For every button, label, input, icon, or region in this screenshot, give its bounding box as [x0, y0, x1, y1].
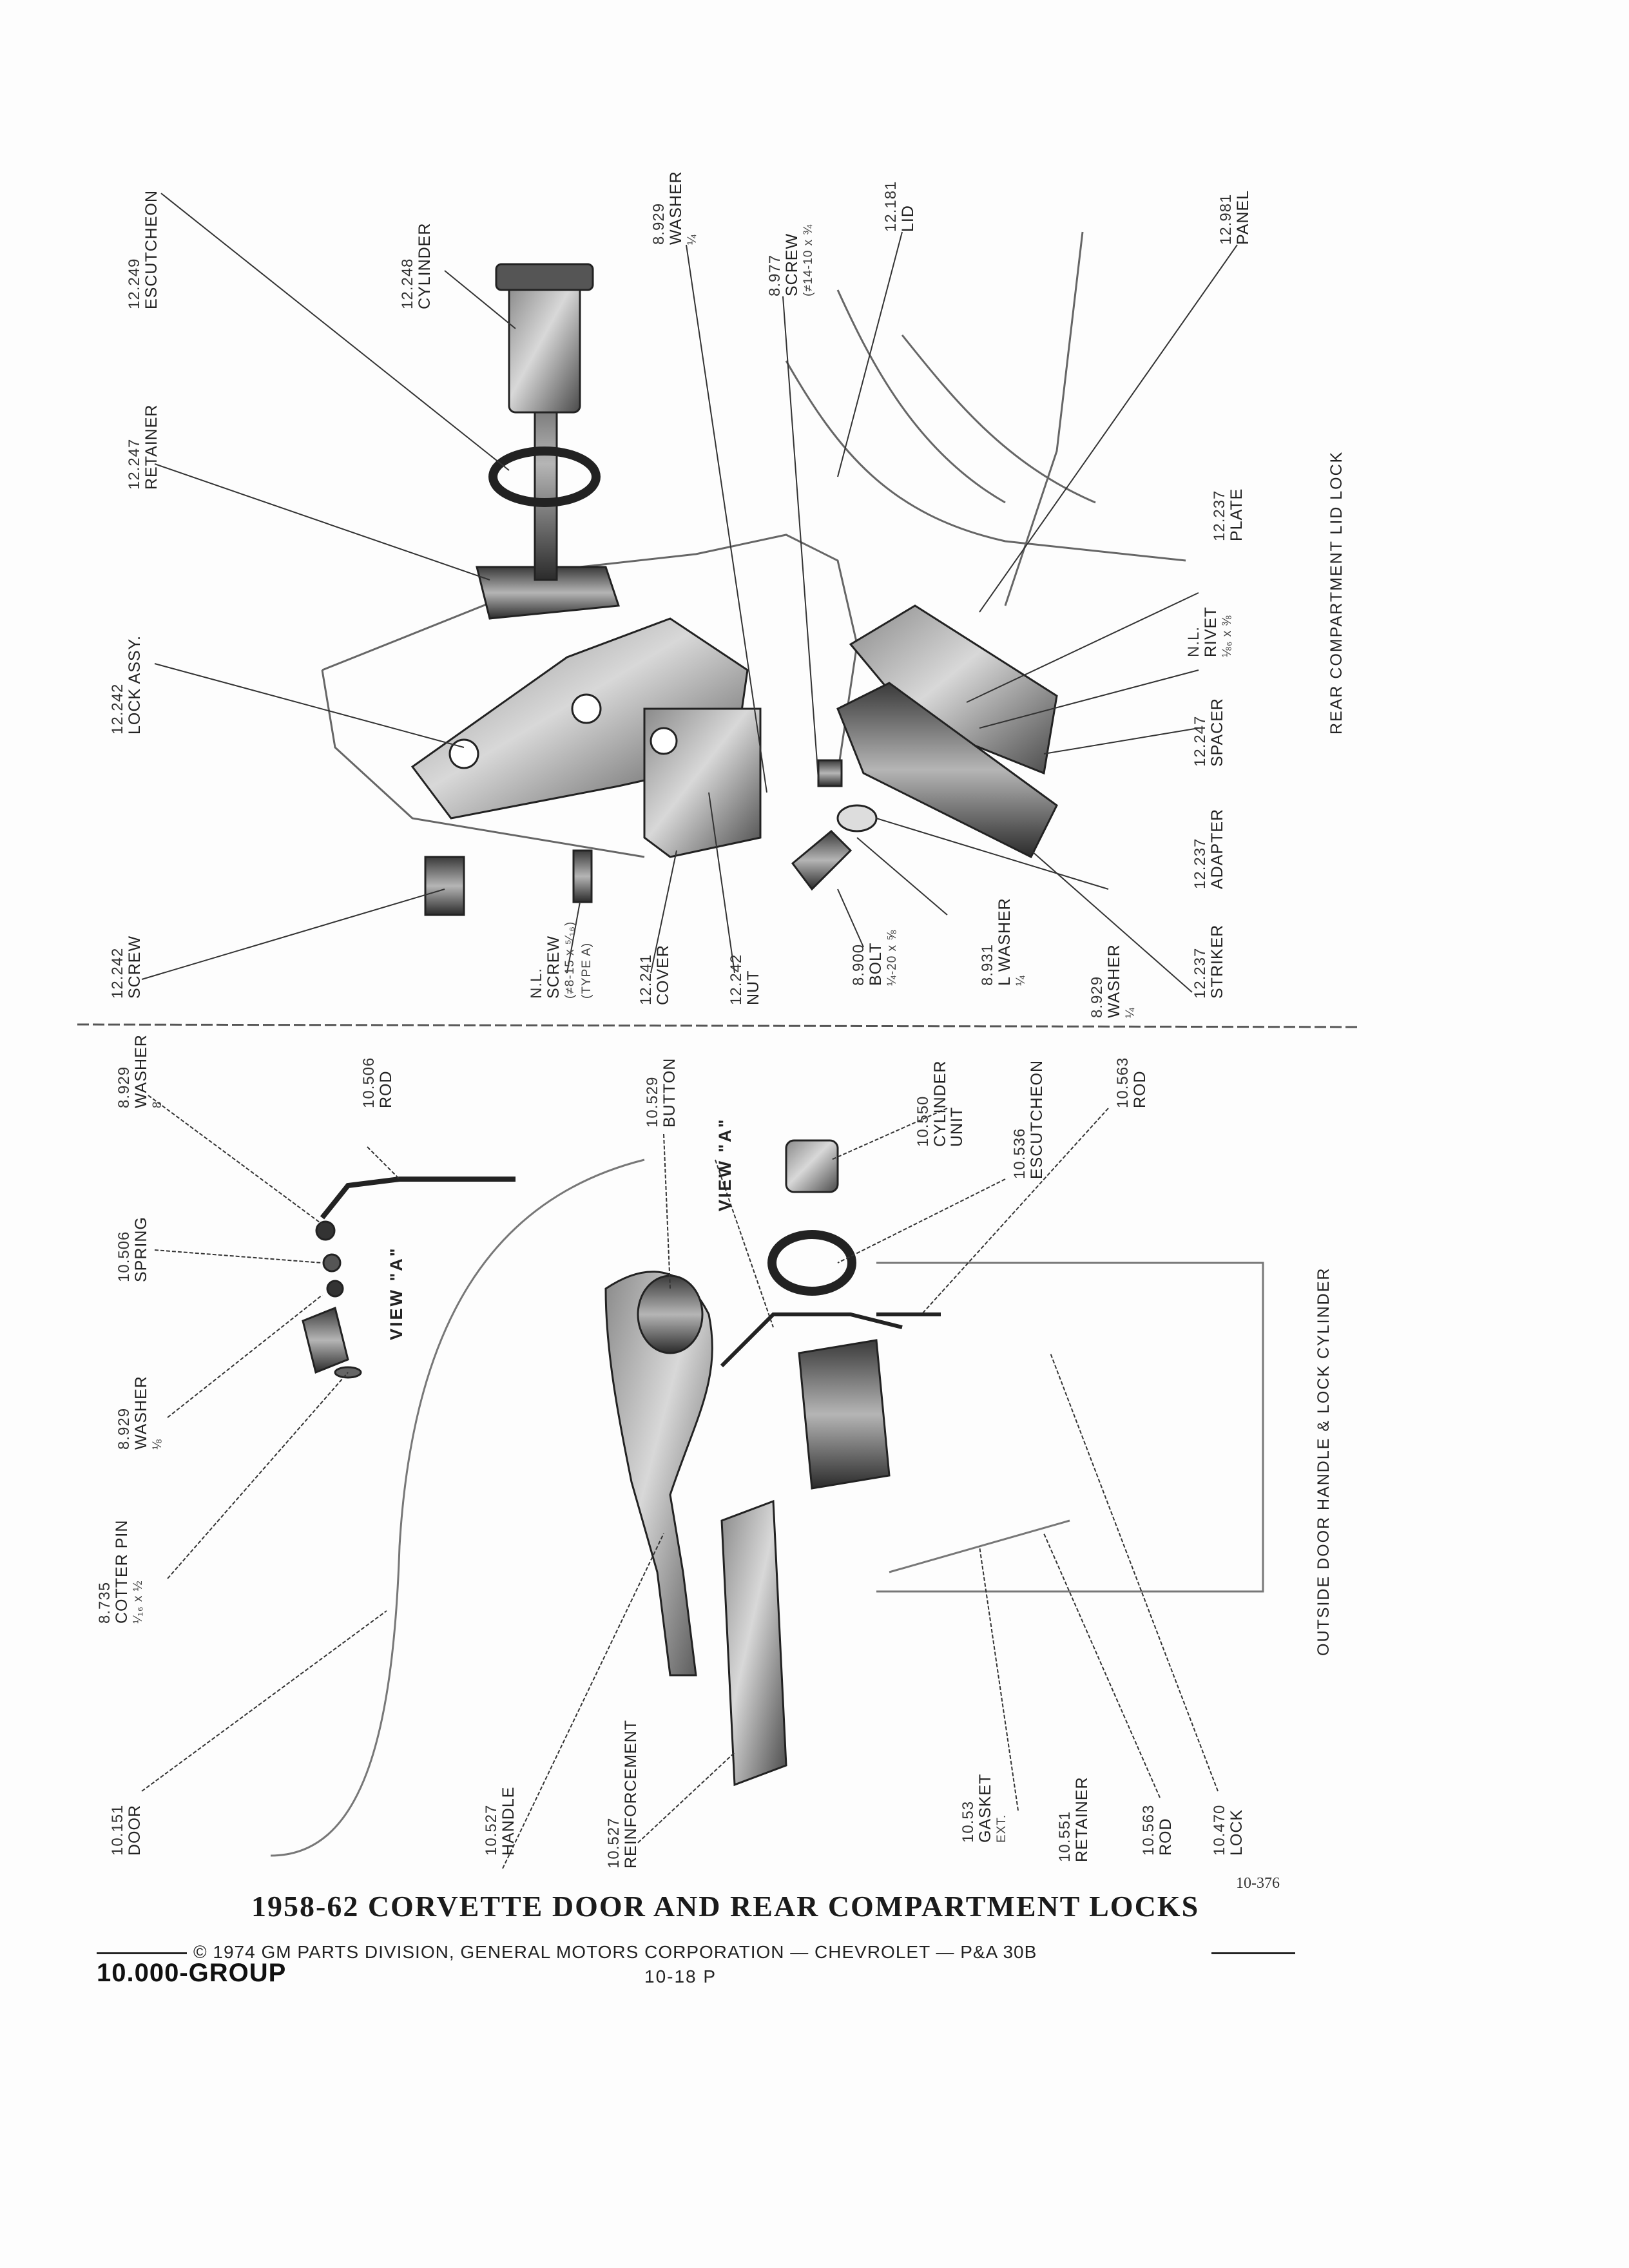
- label-rivet-nl: N.L. RIVET ⅛₆ x ⅜: [1185, 606, 1234, 657]
- label-handle-10527: 10.527 HANDLE: [483, 1786, 517, 1856]
- label-spacer-12247: 12.247 SPACER: [1191, 698, 1226, 767]
- label-button-10529: 10.529 BUTTON: [644, 1057, 679, 1128]
- label-door-10151: 10.151 DOOR: [109, 1804, 144, 1856]
- label-escutcheon-12249: 12.249 ESCUTCHEON: [126, 189, 160, 309]
- label-rod-10563-bot: 10.563 ROD: [1140, 1804, 1175, 1856]
- label-rod-10506: 10.506 ROD: [360, 1057, 395, 1108]
- label-spring-10506: 10.506 SPRING: [115, 1216, 150, 1282]
- label-bolt-8900: 8.900 BOLT ¼-20 x ⅝: [850, 929, 899, 986]
- footer-rule-right: [1211, 1952, 1295, 1954]
- label-screw-12242: 12.242 SCREW: [109, 935, 144, 999]
- figure-code: 10-376: [1236, 1875, 1280, 1892]
- label-cylinder-10550: 10.550 CYLINDER UNIT: [914, 1060, 966, 1147]
- section-divider: [77, 1024, 1360, 1027]
- page-number: 10-18 P: [644, 1966, 717, 1986]
- label-adapter-12237: 12.237 ADAPTER: [1191, 808, 1226, 889]
- lock-cylinder-stack: [493, 264, 596, 580]
- section-title-door-handle: OUTSIDE DOOR HANDLE & LOCK CYLINDER: [1315, 1267, 1333, 1656]
- label-screw-8977: 8.977 SCREW (≠14-10 x ¾: [766, 224, 815, 296]
- label-cotter-pin-8735: 8.735 COTTER PIN ¹⁄₁₆ x ½: [96, 1519, 145, 1624]
- label-panel-12981: 12.981 PANEL: [1217, 189, 1252, 245]
- copyright-line: © 1974 GM PARTS DIVISION, GENERAL MOTORS CORPORATION — CHEVROLET — P&A 30B: [193, 1942, 1037, 1962]
- section-title-rear-lid: REAR COMPARTMENT LID LOCK: [1327, 450, 1345, 735]
- label-cover-12241: 12.241 COVER: [637, 945, 672, 1005]
- footer-rule-left: [97, 1952, 187, 1954]
- view-a-detail: [303, 1179, 516, 1378]
- label-washer-8929-mid: 8.929 WASHER ¼: [1088, 944, 1137, 1018]
- figure-title: 1958-62 CORVETTE DOOR AND REAR COMPARTMENT LOCKS: [251, 1890, 1200, 1923]
- leader-lines-lower: [142, 1095, 1218, 1869]
- label-escutcheon-10536: 10.536 ESCUTCHEON: [1011, 1059, 1046, 1179]
- label-washer-8929-top: 8.929 WASHER ¼: [650, 171, 699, 245]
- label-striker-12237: 12.237 STRIKER: [1191, 924, 1226, 999]
- label-lock-10470: 10.470 LOCK: [1211, 1804, 1246, 1856]
- label-lock-assy-12242: 12.242 LOCK ASSY.: [109, 635, 144, 735]
- label-plate-12237: 12.237 PLATE: [1211, 488, 1246, 541]
- label-gasket-1053: 10.53 GASKET EXT.: [959, 1773, 1008, 1843]
- group-number: 10.000-GROUP: [97, 1959, 287, 1987]
- view-a-label: VIEW "A": [387, 1246, 406, 1340]
- label-screw-nl: N.L. SCREW (≠8-15 x ⁵⁄₁₆) (TYPE A): [528, 921, 593, 999]
- lock-assembly: [412, 567, 760, 857]
- view-a-arrow-label: VIEW "A": [715, 1117, 735, 1211]
- label-rod-10563-top: 10.563 ROD: [1114, 1057, 1149, 1108]
- label-washer-8929-left: 8.929 WASHER 8: [115, 1034, 164, 1108]
- label-cylinder-12248: 12.248 CYLINDER: [399, 222, 434, 309]
- label-reinforcement-10527: 10.527 REINFORCEMENT: [605, 1719, 640, 1869]
- label-washer-8929-low: 8.929 WASHER ⅛: [115, 1376, 164, 1450]
- label-retainer-10551: 10.551 RETAINER: [1056, 1776, 1091, 1862]
- label-nut-12242: 12.242 NUT: [728, 954, 762, 1005]
- label-retainer-12247: 12.247 RETAINER: [126, 404, 160, 490]
- label-lid-12181: 12.181 LID: [882, 180, 917, 232]
- label-l-washer-8931: 8.931 L WASHER ¼: [979, 898, 1028, 986]
